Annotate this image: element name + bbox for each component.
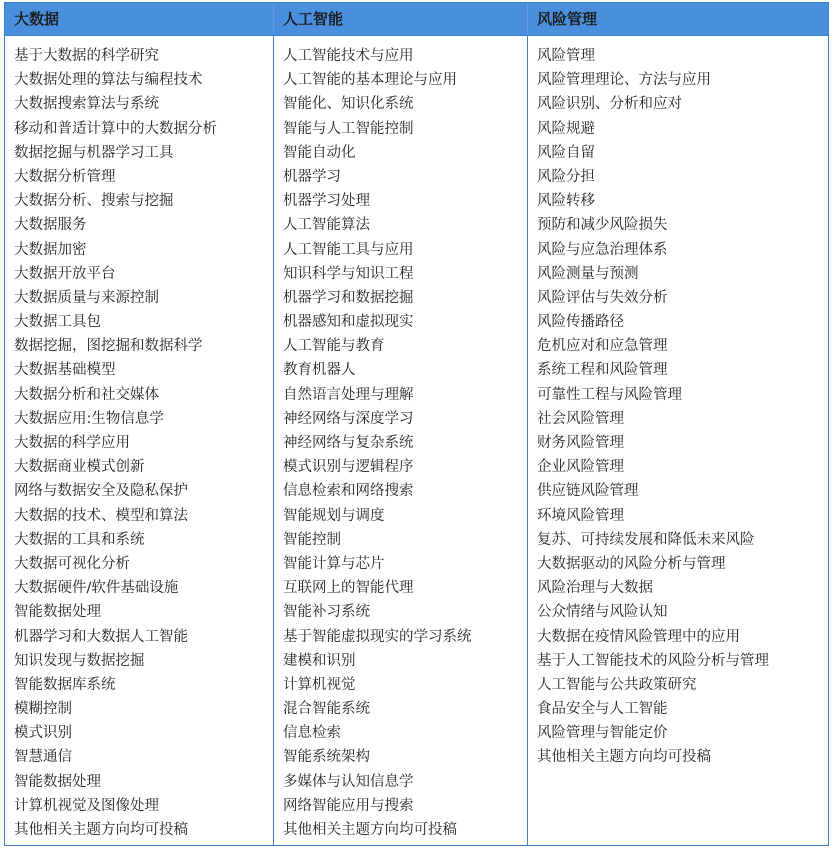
topic-item: 风险管理理论、方法与应用 [537, 72, 711, 89]
topic-item: 人工智能算法 [283, 217, 370, 234]
topic-item: 模式识别 [14, 725, 72, 742]
table-header-row [5, 3, 828, 36]
topic-item: 风险传播路径 [537, 314, 624, 331]
column-risk-management [528, 36, 828, 845]
topic-item: 神经网络与复杂系统 [283, 435, 414, 451]
topic-item: 企业风险管理 [537, 459, 624, 476]
topic-item: 知识科学与知识工程 [283, 265, 414, 282]
topic-item: 多媒体与认知信息学 [283, 773, 414, 790]
topic-item: 网络智能应用与搜索 [283, 797, 414, 814]
topic-item: 大数据的科学应用 [14, 435, 130, 451]
topics-table [4, 2, 829, 846]
topic-item: 知识发现与数据挖掘 [14, 652, 145, 669]
topic-item: 计算机视觉 [283, 676, 356, 693]
topic-item: 大数据驱动的风险分析与管理 [537, 555, 726, 572]
table-body [5, 36, 828, 845]
topic-item: 大数据处理的算法与编程技术 [14, 72, 203, 89]
topic-item: 混合智能系统 [283, 701, 370, 718]
topic-item: 大数据搜索算法与系统 [14, 96, 159, 113]
topic-item: 风险评估与失效分析 [537, 289, 668, 306]
topic-item: 供应链风险管理 [537, 483, 639, 500]
topic-item: 数据挖掘与机器学习工具 [14, 144, 174, 161]
topic-item: 风险分担 [537, 168, 595, 185]
topic-item: 大数据的技术、模型和算法 [14, 507, 188, 524]
topic-item: 建模和识别 [283, 652, 356, 669]
topic-item: 危机应对和应急管理 [537, 338, 668, 355]
topic-item: 风险与应急治理体系 [537, 241, 668, 258]
topic-item: 神经网络与深度学习 [283, 410, 414, 427]
topic-list [5, 44, 273, 842]
topic-item: 模式识别与逻辑程序 [283, 459, 414, 476]
topic-item: 智慧通信 [14, 749, 72, 766]
topic-item: 自然语言处理与理解 [283, 386, 414, 403]
topic-item: 大数据分析管理 [14, 168, 116, 185]
topic-item: 风险管理 [537, 48, 595, 64]
column-big-data [5, 36, 274, 845]
topic-item: 人工智能技术与应用 [283, 48, 414, 64]
topic-item: 风险治理与大数据 [537, 580, 653, 597]
topic-item: 大数据商业模式创新 [14, 459, 145, 476]
topic-item: 智能补习系统 [283, 604, 370, 621]
topic-item: 风险测量与预测 [537, 265, 639, 282]
topic-item: 智能规划与调度 [283, 507, 385, 524]
topic-item: 智能与人工智能控制 [283, 120, 414, 137]
topic-item: 大数据工具包 [14, 314, 101, 331]
topic-item: 其他相关主题方向均可投稿 [537, 749, 711, 766]
header-big-data: 大数据 [5, 3, 274, 35]
topic-item: 信息检索和网络搜索 [283, 483, 414, 500]
topic-item: 模糊控制 [14, 701, 72, 718]
topic-item: 智能计算与芯片 [283, 555, 385, 572]
topic-item: 风险管理与智能定价 [537, 725, 668, 742]
topic-item: 基于人工智能技术的风险分析与管理 [537, 652, 769, 669]
topic-item: 人工智能工具与应用 [283, 241, 414, 258]
topic-item: 其他相关主题方向均可投稿 [283, 822, 457, 838]
header-artificial-intelligence: 人工智能 [274, 3, 528, 35]
topic-item: 数据挖掘，图挖掘和数据科学 [14, 338, 203, 355]
topic-item: 大数据分析和社交媒体 [14, 386, 159, 403]
topic-item: 公众情绪与风险认知 [537, 604, 668, 621]
topic-item: 智能数据库系统 [14, 676, 116, 693]
topic-item: 大数据开放平台 [14, 265, 116, 282]
topic-item: 智能数据处理 [14, 604, 101, 621]
topic-item: 风险识别、分析和应对 [537, 96, 682, 113]
topic-item: 大数据的工具和系统 [14, 531, 145, 548]
topic-item: 智能自动化 [283, 144, 356, 161]
topic-item: 风险规避 [537, 120, 595, 137]
topic-item: 人工智能的基本理论与应用 [283, 72, 457, 89]
topic-item: 机器感知和虚拟现实 [283, 314, 414, 331]
header-risk-management: 风险管理 [537, 10, 598, 28]
topic-item: 风险自留 [537, 144, 595, 161]
topic-item: 大数据服务 [14, 217, 87, 234]
topic-item: 复苏、可持续发展和降低未来风险 [537, 531, 755, 548]
topic-item: 人工智能与教育 [283, 338, 385, 355]
topic-item: 大数据可视化分析 [14, 555, 130, 572]
topic-item: 大数据在疫情风险管理中的应用 [537, 628, 740, 645]
topic-item: 环境风险管理 [537, 507, 624, 524]
topic-item: 机器学习处理 [283, 193, 370, 210]
topic-item: 智能控制 [283, 531, 341, 548]
topic-item: 大数据硬件/软件基础设施 [14, 580, 179, 597]
topic-item: 其他相关主题方向均可投稿 [14, 822, 188, 838]
topic-item: 大数据基础模型 [14, 362, 116, 379]
topic-item: 智能系统架构 [283, 749, 370, 766]
topic-item: 大数据加密 [14, 241, 87, 258]
topic-item: 智能数据处理 [14, 773, 101, 790]
topic-item: 基于大数据的科学研究 [14, 48, 159, 64]
topic-item: 风险转移 [537, 193, 595, 210]
topic-item: 大数据分析、搜索与挖掘 [14, 193, 174, 210]
topic-item: 网络与数据安全及隐私保护 [14, 483, 188, 500]
topic-item: 人工智能与公共政策研究 [537, 676, 697, 693]
topic-item: 机器学习和数据挖掘 [283, 289, 414, 306]
topic-item: 基于智能虚拟现实的学习系统 [283, 628, 472, 645]
topic-item: 社会风险管理 [537, 410, 624, 427]
topic-item: 可靠性工程与风险管理 [537, 386, 682, 403]
topic-item: 计算机视觉及图像处理 [14, 797, 159, 814]
topic-item: 移动和普适计算中的大数据分析 [14, 120, 217, 137]
topic-item: 预防和减少风险损失 [537, 217, 668, 234]
topic-item: 机器学习 [283, 168, 341, 185]
topic-item: 食品安全与人工智能 [537, 701, 668, 718]
column-artificial-intelligence [274, 36, 528, 845]
topic-item: 教育机器人 [283, 362, 356, 379]
topic-item: 智能化、知识化系统 [283, 96, 414, 113]
topic-item: 大数据质量与来源控制 [14, 289, 159, 306]
topic-item: 互联网上的智能代理 [283, 580, 414, 597]
topic-list [528, 44, 828, 770]
topic-item: 信息检索 [283, 725, 341, 742]
topic-item: 财务风险管理 [537, 435, 624, 451]
topic-item: 系统工程和风险管理 [537, 362, 668, 379]
topic-item: 机器学习和大数据人工智能 [14, 628, 188, 645]
topic-item: 大数据应用:生物信息学 [14, 410, 164, 427]
topic-list [274, 44, 527, 842]
